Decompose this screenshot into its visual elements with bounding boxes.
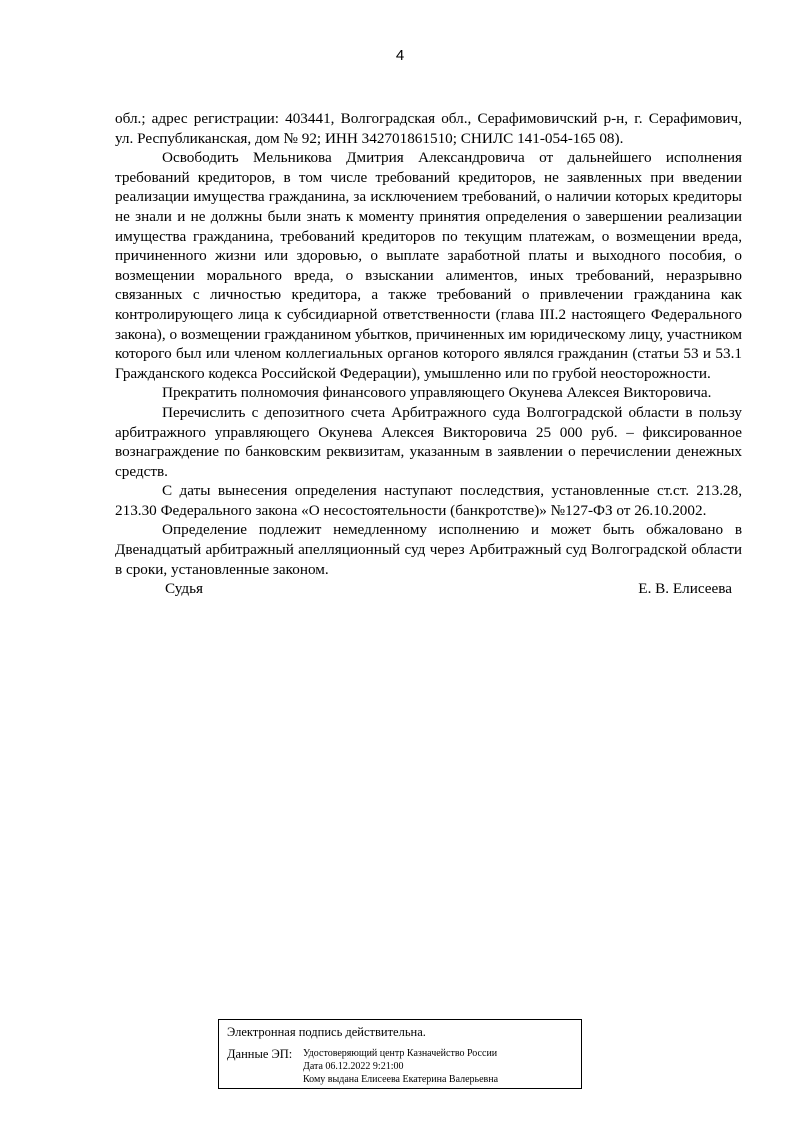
page-number: 4 — [395, 47, 405, 64]
paragraph-consequences: С даты вынесения определения наступают последствия, установленные ст.ст. 213.28, 213.30 Федерального закона «О несостоятельности (банкротстве)» №127-ФЗ от 26.10.2002. — [115, 482, 742, 519]
esign-issued-to: Кому выдана Елисеева Екатерина Валерьевна — [303, 1074, 499, 1085]
paragraph-transfer-remuneration: Перечислить с депозитного счета Арбитражного суда Волгоградской области в пользу арбитражного управляющего Окунева Алексея Викторовича 25 000 руб. – фиксированное вознаграждение по банковским реквизитам, указанным в заявлении о перечислении денежных средств. — [115, 403, 742, 480]
esign-issuer: Удостоверяющий центр Казначейство России — [303, 1048, 498, 1059]
esign-date: Дата 06.12.2022 9:21:00 — [303, 1061, 404, 1072]
paragraph-address: обл.; адрес регистрации: 403441, Волгоградская обл., Серафимовичский р-н, г. Серафимович, ул. Республиканская, дом № 92; ИНН 342701861510; СНИЛС 141-054-165 08). — [115, 110, 742, 147]
document-body — [115, 109, 742, 599]
paragraph-appeal: Определение подлежит немедленному исполнению и может быть обжаловано в Двенадцатый арбитражный апелляционный суд через Арбитражный суд Волгоградской области в сроки, установленные законом. — [115, 521, 742, 578]
judge-title: Судья — [165, 580, 204, 598]
judge-name: Е. В. Елисеева — [638, 580, 732, 598]
paragraph-release-from-obligations: Освободить Мельникова Дмитрия Александровича от дальнейшего исполнения требований кредиторов, в том числе требований кредиторов, не заявленных при введении реализации имущества гражданина, за исключением требований, о наличии которых кредиторы не знали и не должны были знать к моменту принятия определения о завершении реализации имущества гражданина, требований кредиторов по текущим платежам, о возмещении вреда, причиненного жизни или здоровью, о выплате заработной платы и выходного пособия, о возмещении морального вреда, о взыскании алиментов, иных требований, неразрывно связанных с личностью кредитора, а также требований о привлечении гражданина как контролирующего лица к субсидиарной ответственности (глава III.2 настоящего Федерального закона), о возмещении гражданином убытков, причиненных им юридическому лицу, участником которого был или членом коллегиальных органов которого являлся гражданин (статьи 53 и 53.1 Гражданского кодекса Российской Федерации), умышленно или по грубой неосторожности. — [115, 149, 742, 382]
signature-line — [115, 579, 742, 599]
esign-valid-text: Электронная подпись действительна. — [227, 1025, 426, 1039]
esign-details — [303, 1047, 498, 1086]
paragraph-terminate-powers: Прекратить полномочия финансового управляющего Окунева Алексея Викторовича. — [162, 384, 712, 402]
electronic-signature-stamp — [218, 1019, 582, 1089]
esign-data-label: Данные ЭП: — [227, 1047, 293, 1061]
